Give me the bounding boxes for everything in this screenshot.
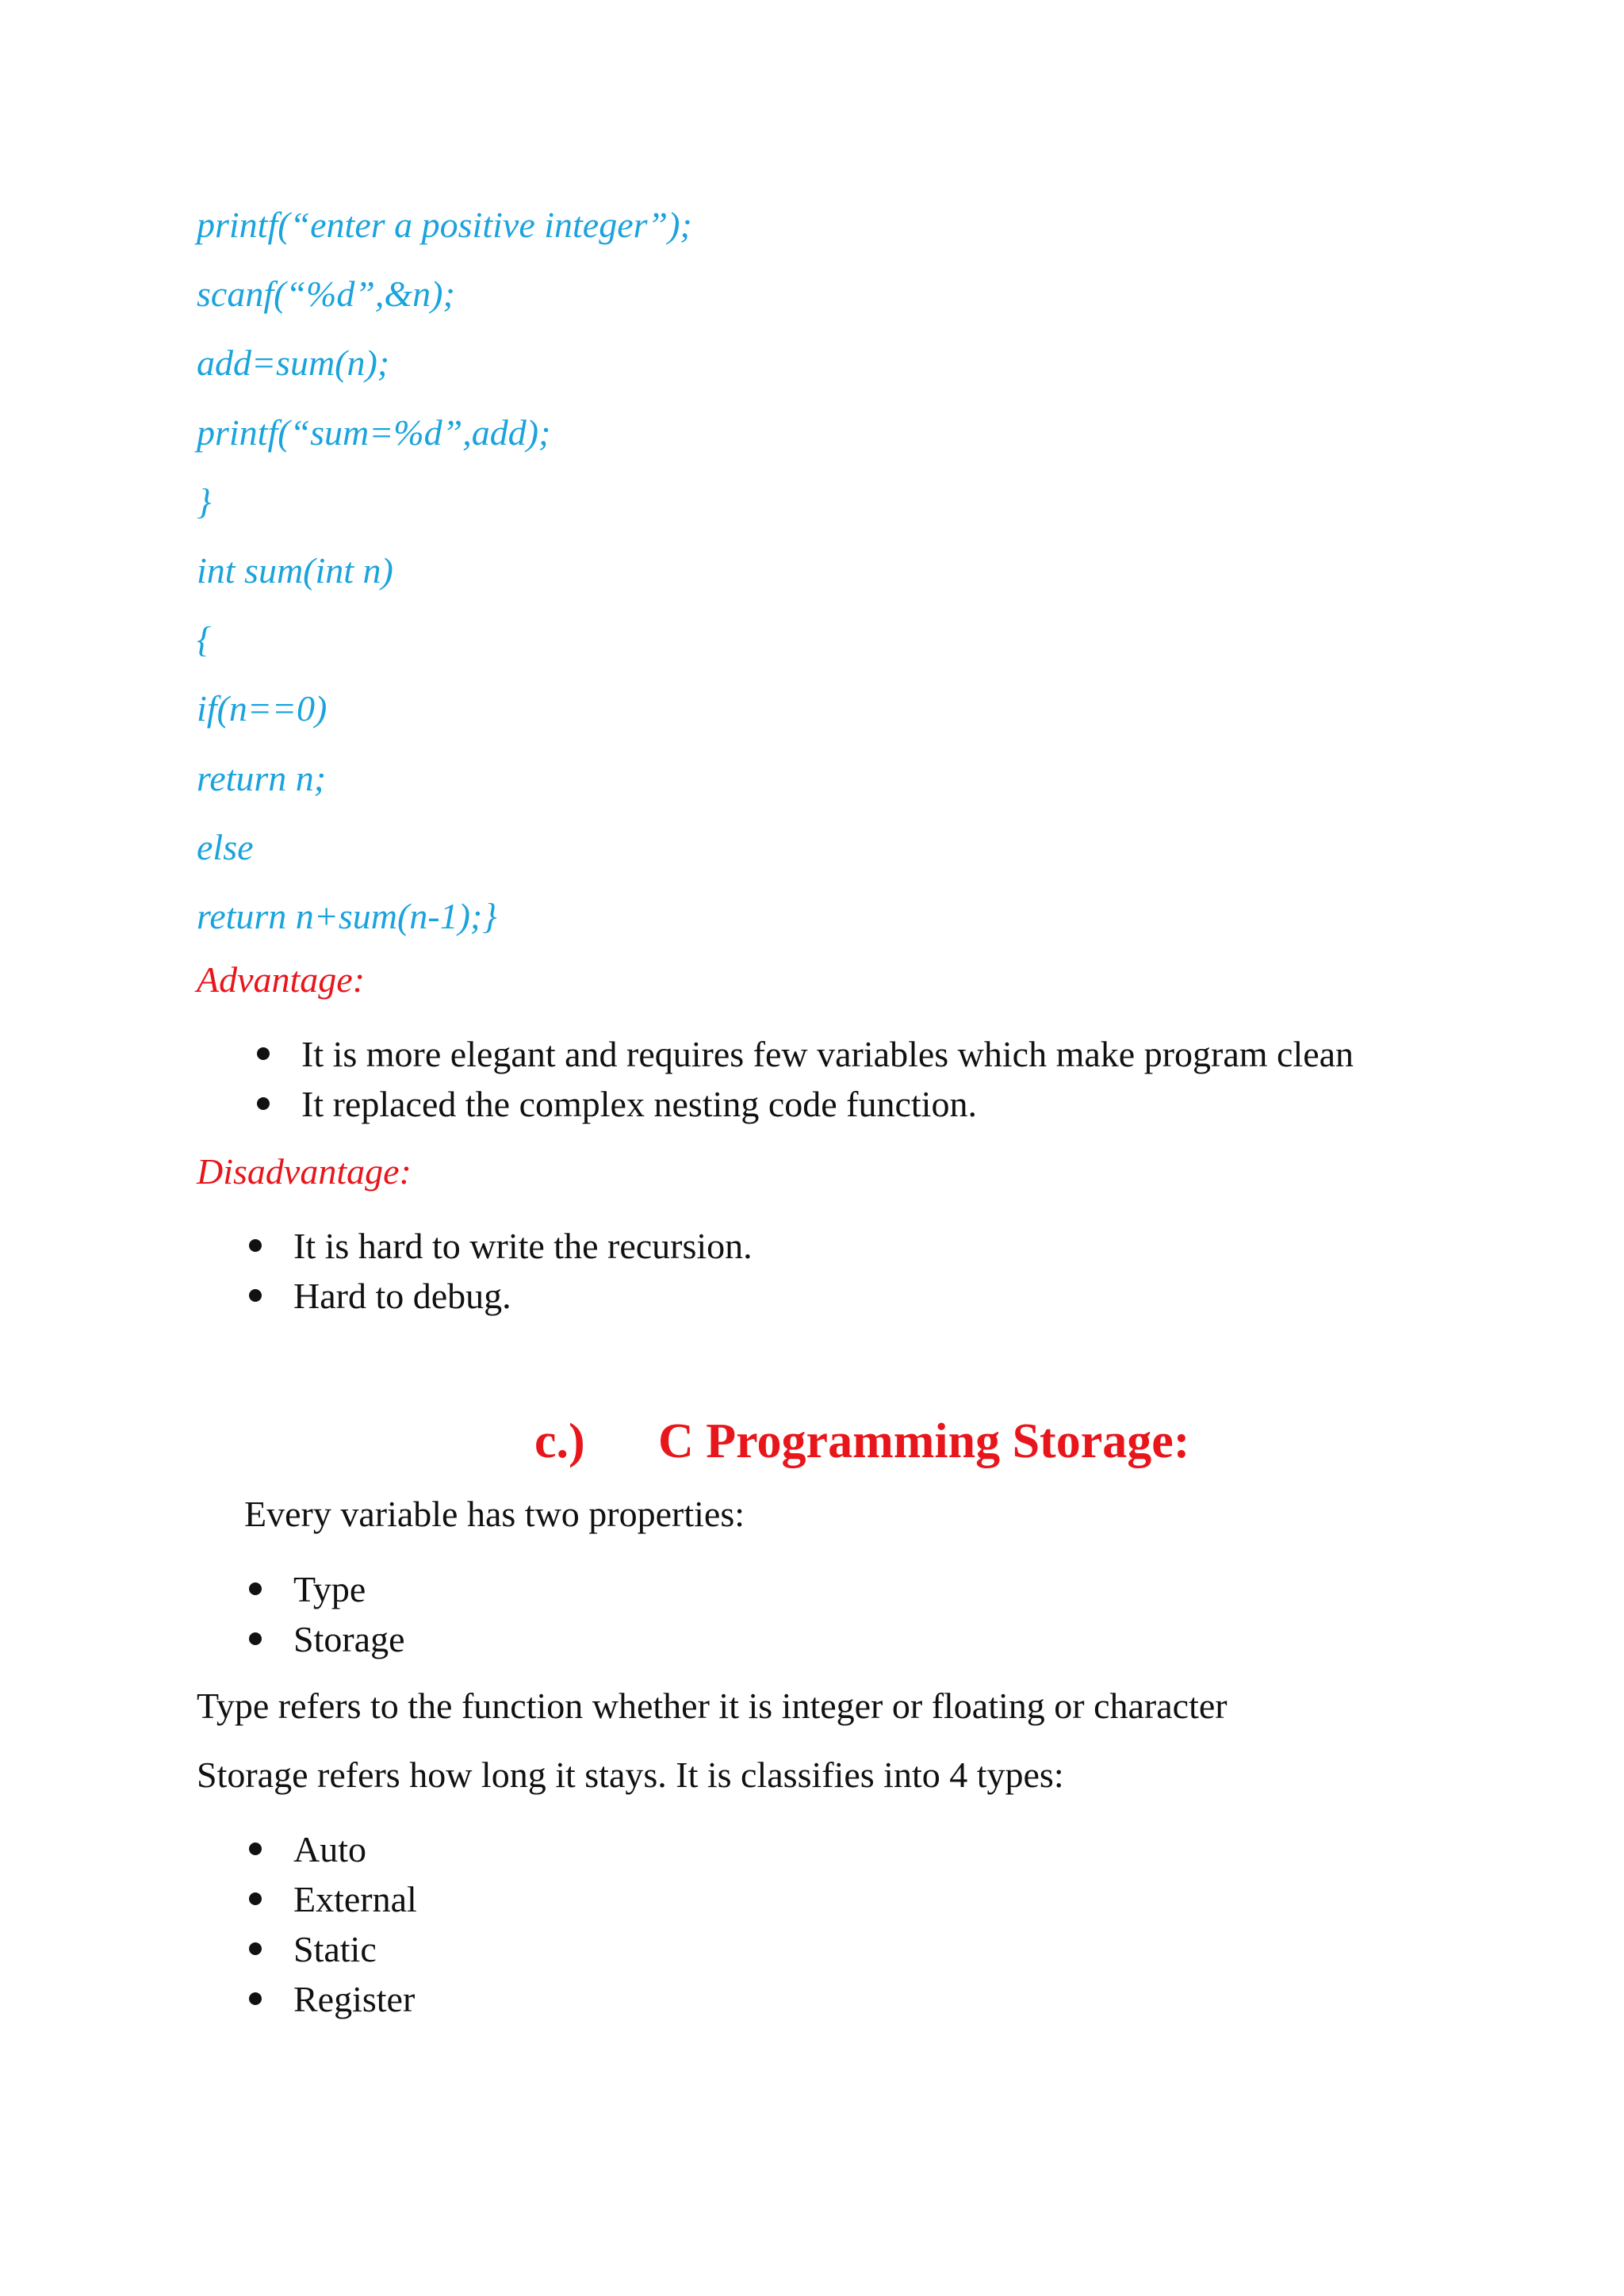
disadvantage-heading: Disadvantage: <box>197 1151 412 1192</box>
advantage-list <box>301 1029 1354 1129</box>
list-item-text: Hard to debug. <box>293 1276 511 1316</box>
section-title: C Programming Storage: <box>658 1414 1190 1468</box>
list-item-text: Type <box>293 1569 366 1609</box>
list-item-text: Static <box>293 1929 377 1969</box>
code-line: printf(“enter a positive integer”); <box>197 205 692 245</box>
code-line: return n; <box>197 757 327 798</box>
code-line: printf(“sum=%d”,add); <box>197 411 551 453</box>
section-number: c.) <box>534 1414 585 1468</box>
intro-paragraph: Every variable has two properties: <box>244 1494 745 1534</box>
bullet-icon <box>249 1582 262 1595</box>
bullet-icon <box>249 1632 262 1645</box>
bullet-icon <box>249 1289 262 1302</box>
bullet-icon <box>249 1239 262 1252</box>
list-item-text: It replaced the complex nesting code function. <box>301 1084 977 1124</box>
code-block <box>197 190 1465 951</box>
list-item-text: It is more elegant and requires few variables which make program clean <box>301 1034 1354 1074</box>
list-item-text: External <box>293 1879 417 1919</box>
list-item <box>293 1974 417 2024</box>
bullet-icon <box>257 1097 270 1110</box>
bullet-icon <box>249 1942 262 1955</box>
code-line: { <box>197 619 212 660</box>
code-line: scanf(“%d”,&n); <box>197 274 455 315</box>
list-item <box>293 1824 417 1874</box>
advantage-heading: Advantage: <box>197 959 366 1000</box>
code-line: if(n==0) <box>197 688 327 729</box>
code-line: return n+sum(n-1);} <box>197 895 497 936</box>
list-item <box>293 1874 417 1924</box>
storage-types-list <box>293 1824 417 2024</box>
code-line: add=sum(n); <box>197 342 390 384</box>
bullet-icon <box>257 1047 270 1060</box>
code-line: } <box>197 480 212 522</box>
list-item <box>293 1614 405 1664</box>
list-item <box>293 1221 753 1271</box>
code-line: int sum(int n) <box>197 549 393 591</box>
properties-list <box>293 1564 405 1664</box>
bullet-icon <box>249 1992 262 2005</box>
bullet-icon <box>249 1843 262 1855</box>
list-item-text: Register <box>293 1979 416 2019</box>
list-item <box>301 1079 1354 1129</box>
type-paragraph: Type refers to the function whether it is integer or floating or character <box>197 1686 1228 1726</box>
code-line: else <box>197 826 254 867</box>
list-item-text: It is hard to write the recursion. <box>293 1226 753 1266</box>
list-item-text: Auto <box>293 1829 366 1869</box>
list-item <box>293 1564 405 1614</box>
list-item-text: Storage <box>293 1619 405 1659</box>
storage-paragraph: Storage refers how long it stays. It is classifies into 4 types: <box>197 1755 1064 1795</box>
bullet-icon <box>249 1892 262 1905</box>
list-item <box>293 1924 417 1974</box>
list-item <box>301 1029 1354 1079</box>
list-item <box>293 1271 753 1321</box>
section-heading <box>0 1410 1624 1473</box>
disadvantage-list <box>293 1221 753 1321</box>
